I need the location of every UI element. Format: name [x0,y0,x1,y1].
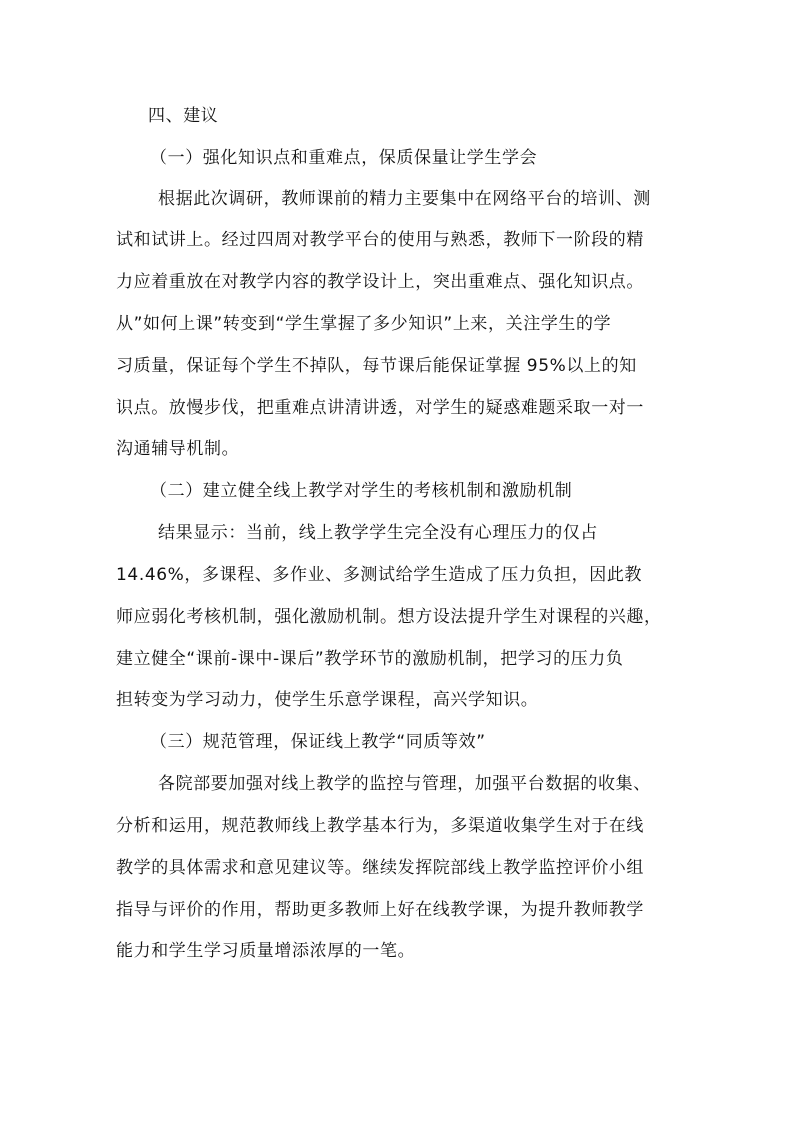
paragraph-line: 结果显示：当前，线上教学学生完全没有心理压力的仅占 [158,523,598,543]
paragraph-line: 习质量，保证每个学生不掉队，每节课后能保证掌握 95%以上的知 [116,356,637,376]
paragraph-line: 14.46%，多课程、多作业、多测试给学生造成了压力负担，因此教 [116,565,643,585]
paragraph-line: 师应弱化考核机制，强化激励机制。想方设法提升学生对课程的兴趣， [116,607,662,627]
paragraph-line: 识点。放慢步伐，把重难点讲清讲透，对学生的疑惑难题采取一对一 [116,398,644,418]
paragraph-line: 沟通辅导机制。 [116,439,240,459]
paragraph-line: 从”如何上课”转变到“学生掌握了多少知识”上来，关注学生的学 [116,314,612,334]
paragraph-line: 教学的具体需求和意见建议等。继续发挥院部线上教学监控评价小组 [116,858,644,878]
paragraph-line: 各院部要加强对线上教学的监控与管理，加强平台数据的收集、 [158,774,651,794]
subsection-title-1: （一）强化知识点和重难点，保质保量让学生学会 [150,148,538,168]
paragraph-line: 能力和学生学习质量增添浓厚的一笔。 [116,941,416,961]
paragraph-line: 根据此次调研，教师课前的精力主要集中在网络平台的培训、测 [158,189,651,209]
subsection-title-2: （二）建立健全线上教学对学生的考核机制和激励机制 [150,481,573,501]
paragraph-line: 分析和运用，规范教师线上教学基本行为，多渠道收集学生对于在线 [116,816,644,836]
paragraph-line: 试和试讲上。经过四周对教学平台的使用与熟悉，教师下一阶段的精 [116,230,644,250]
paragraph-line: 建立健全“课前-课中-课后”教学环节的激励机制，把学习的压力负 [116,649,624,669]
paragraph-line: 力应着重放在对教学内容的教学设计上，突出重难点、强化知识点。 [116,272,644,292]
paragraph-line: 指导与评价的作用，帮助更多教师上好在线教学课，为提升教师教学 [116,900,644,920]
subsection-title-3: （三）规范管理，保证线上教学“同质等效” [150,732,486,752]
section-heading: 四、建议 [148,106,219,126]
paragraph-line: 担转变为学习动力，使学生乐意学课程，高兴学知识。 [116,690,539,710]
